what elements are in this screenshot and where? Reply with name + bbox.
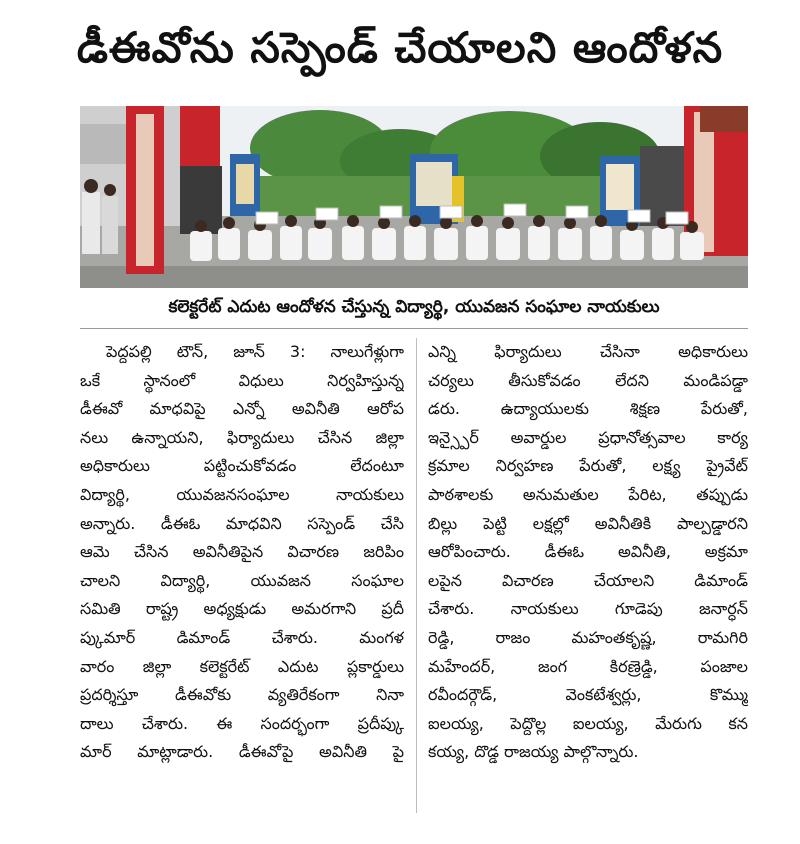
article-line: అధికారులు పట్టించుకోవడం లేదంటూ — [80, 456, 404, 476]
article-line: డరు. ఉద్యాయులకు శిక్షణ పేరుతో, — [428, 399, 748, 419]
article-column-left — [80, 338, 404, 767]
article-line: అన్నారు. డీఈఓ మాధవిని సస్పెండ్ చేసి — [80, 513, 404, 533]
photo-caption: కలెక్టరేట్ ఎదుట ఆందోళన చేస్తున్న విద్యార్థి, యువజన సంఘాల నాయకులు — [168, 297, 660, 317]
article-line: క్రమాల నిర్వహణ పేరుతో, లక్ష్య ప్రైవేట్ — [428, 456, 748, 476]
article-line: పెద్దపల్లి టౌన్, జూన్ 3: నాలుగేళ్లుగా — [106, 342, 404, 361]
article-line: చర్యలు తీసుకోవడం లేదని మండిపడ్డా — [428, 370, 748, 390]
article-line: ప్కుమార్ డిమాండ్ చేశారు. మంగళ — [80, 627, 404, 647]
article-line: రవీందర్గౌడ్, వెంకటేశ్వర్లు, కొమ్ము — [428, 685, 748, 705]
article-line: చాలని విద్యార్థి, యువజన సంఘాల — [80, 570, 404, 590]
article-line: మార్ మాట్లాడారు. డీఈవోపై అవినీతి పై — [80, 742, 404, 762]
news-photo-graphic — [80, 106, 748, 288]
article-line: ఎన్ని ఫిర్యాదులు చేసినా అధికారులు — [428, 342, 748, 361]
article-line: ఒకే స్థానంలో విధులు నిర్వహిస్తున్న — [80, 370, 404, 390]
article-line: ప్రదర్శిస్తూ డీఈవోకు వ్యతిరేకంగా నినా — [80, 685, 404, 705]
article-line: పాఠశాలకు అనుమతుల పేరిట, తప్పుడు — [428, 484, 748, 504]
article-line: దాలు చేశారు. ఈ సందర్భంగా ప్రదీప్కు — [80, 713, 404, 733]
column-divider — [416, 338, 417, 813]
news-photo — [80, 106, 748, 288]
article-line: ఆమె చేసిన అవినీతిపైన విచారణ జరిపిం — [80, 542, 404, 562]
article-line: చేశారు. నాయకులు గూడెపు జనార్ధన్ — [428, 599, 748, 619]
article-line: కయ్య, దొడ్డ రాజయ్య పాల్గొన్నారు. — [428, 742, 639, 762]
article-line: విద్యార్థి, యువజనసంఘాల నాయకులు — [80, 484, 404, 504]
caption-divider — [80, 328, 748, 329]
article-line: ఐలయ్య, పెద్దొల్ల ఐలయ్య, మేరుగు కన — [428, 713, 748, 733]
article-line: మహేందర్, జంగ కిరణ్రెడ్డి, పంజాల — [428, 656, 748, 676]
article-line: సమితి రాష్ట్ర అధ్యక్షుడు అమరగాని ప్రదీ — [80, 599, 404, 619]
article-line: ఆరోపించారు. డీఈఓ అవినీతి, అక్రమా — [428, 542, 748, 562]
article-line: లపైన విచారణ చేయాలని డిమాండ్ — [428, 570, 748, 590]
article-line: ఇన్స్పైర్ అవార్డుల ప్రధానోత్సవాల కార్య — [428, 427, 748, 447]
article-line: రెడ్డి, రాజం మహంతకృష్ణ, రామగిరి — [428, 627, 748, 647]
article-column-right — [428, 338, 748, 767]
headline: డీఈవోను సస్పెండ్ చేయాలని ఆందోళన — [76, 23, 724, 72]
article-line: నలు ఉన్నాయని, ఫిర్యాదులు చేసిన జిల్లా — [80, 427, 404, 447]
article-line: డీఈవో మాధవిపై ఎన్నో అవినీతి ఆరోప — [80, 399, 404, 419]
article-line: బిల్లు పెట్టి లక్షల్లో అవినీతికి పాల్పడ్డారని — [428, 513, 748, 533]
article-line: వారం జిల్లా కలెక్టరేట్ ఎదుట ప్లకార్డులు — [80, 656, 404, 676]
